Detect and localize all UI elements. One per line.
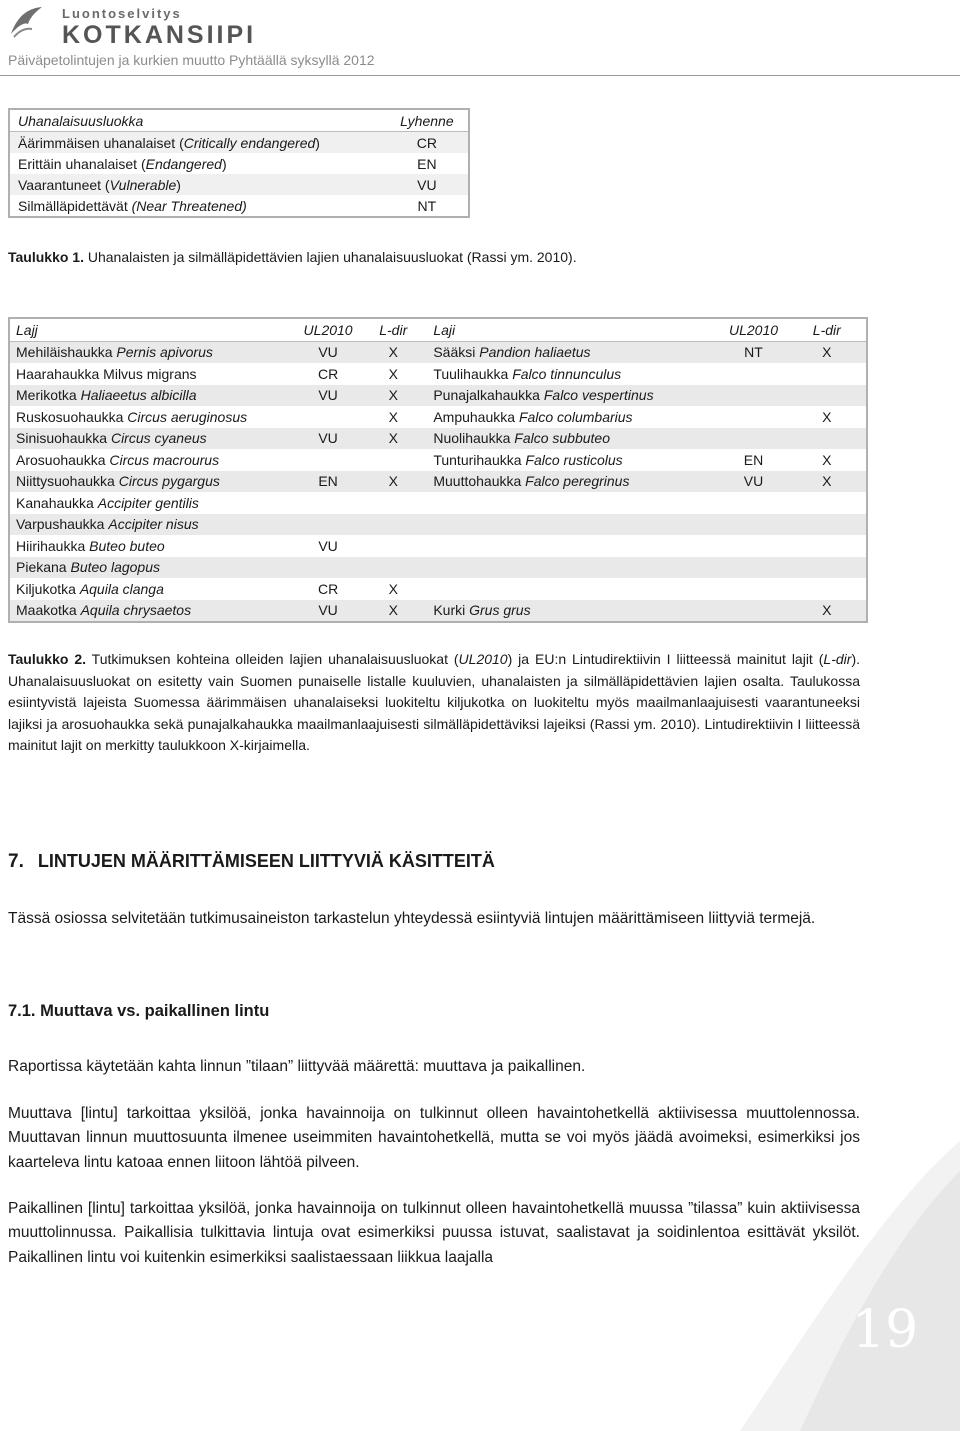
table-row: [9, 514, 867, 536]
ul2010-cell: [719, 557, 787, 579]
table-row: [9, 132, 469, 154]
species-cell: Kiljukotka Aquila clanga: [16, 580, 164, 597]
ldir-cell: [359, 535, 427, 557]
species-cell: Ruskosuohaukka Circus aeruginosus: [16, 408, 248, 425]
species-cell: Piekana Buteo lagopus: [9, 557, 297, 579]
table-row: [9, 492, 867, 514]
brand-tagline: Luontoselvitys: [62, 6, 182, 21]
table-row: [9, 195, 469, 217]
ldir-cell: X: [359, 341, 427, 363]
ul2010-cell: [719, 363, 787, 385]
ldir-cell: [788, 385, 867, 407]
species-cell: [427, 578, 719, 600]
ul2010-cell: NT: [719, 341, 787, 363]
paragraph: Paikallinen [lintu] tarkoittaa yksilöä, jonka havainnoija on tulkinnut olleen havaintohetkellä muussa ”tilassa” kuin aktiivisessa muuttolinnussa. Paikallisia tulkittavia lintuja ovat esimerkiksi puussa istuvat, saalistavat ja soidinlentoa esittävät yksilöt. Paikallinen lintu voi kuitenkin esimerkiksi saalistaessaan liikkua laajalla: [8, 1200, 860, 1266]
table-header-row: [9, 109, 469, 132]
species-cell: Sääksi Pandion haliaetus: [427, 341, 719, 363]
column-header: L-dir: [788, 318, 867, 341]
species-cell: Tunturihaukka Falco rusticolus: [433, 451, 623, 468]
ul2010-cell: [297, 514, 359, 536]
species-cell: Muuttohaukka Falco peregrinus: [427, 471, 719, 493]
ul2010-cell: [719, 578, 787, 600]
ldir-cell: X: [388, 408, 398, 425]
table-row: [9, 557, 867, 579]
section-heading: 7. LINTUJEN MÄÄRITTÄMISEEN LIITTYVIÄ KÄSITTEITÄ: [8, 851, 495, 872]
ldir-cell: [788, 535, 867, 557]
ul2010-cell: [719, 514, 787, 536]
document-header: [8, 4, 428, 68]
species-cell: Kanahaukka Accipiter gentilis: [16, 494, 199, 511]
ul2010-cell: [719, 406, 787, 428]
ul2010-cell: VU: [297, 428, 359, 450]
abbreviation-cell: NT: [417, 197, 437, 214]
column-header: Uhanalaisuusluokka: [9, 109, 386, 132]
species-cell: [427, 514, 719, 536]
paragraph: Raportissa käytetään kahta linnun ”tilaan” liittyvää määrettä: muuttava ja paikallinen.: [8, 1058, 586, 1075]
species-cell: Nuolihaukka Falco subbuteo: [427, 428, 719, 450]
species-cell: Maakotka Aquila chrysaetos: [9, 600, 297, 623]
species-cell: Sinisuohaukka Circus cyaneus: [9, 428, 297, 450]
ul2010-cell: [297, 406, 359, 428]
document-subtitle: Päiväpetolintujen ja kurkien muutto Pyhtäällä syksyllä 2012: [8, 52, 375, 68]
logo: [8, 4, 50, 40]
ul2010-cell: [719, 428, 787, 450]
species-cell: Hiirihaukka Buteo buteo: [16, 537, 165, 554]
table-row: [9, 385, 867, 407]
ul2010-cell: VU: [297, 385, 359, 407]
ul2010-cell: [297, 449, 359, 471]
ldir-cell: X: [788, 341, 867, 363]
ul2010-cell: [719, 600, 787, 623]
species-cell: Merikotka Haliaeetus albicilla: [9, 385, 297, 407]
species-cell: [427, 492, 719, 514]
abbreviation-cell: EN: [417, 155, 437, 172]
column-header: UL2010: [719, 318, 787, 341]
table-row: [9, 174, 469, 195]
ldir-cell: [359, 492, 427, 514]
table-row: [9, 449, 867, 471]
ul2010-cell: VU: [318, 537, 338, 554]
page-corner-decoration: [740, 1141, 960, 1431]
paragraph: Muuttava [lintu] tarkoittaa yksilöä, jonka havainnoija on tulkinnut olleen havaintohetkellä aktiivisessa muuttolennossa. Muuttavan linnun muuttosuunta ilmenee useimmiten havaintohetkellä, mutta se voi myös jäädä avoimeksi, esimerkiksi jos kaarteleva lintu katoaa ennen liitoon lähtöä pilveen.: [8, 1105, 860, 1171]
table-row: [9, 428, 867, 450]
ldir-cell: [359, 449, 427, 471]
table-row: [9, 578, 867, 600]
table-row: [9, 153, 469, 174]
subsection-heading: 7.1. Muuttava vs. paikallinen lintu: [8, 1002, 270, 1020]
species-cell: Haarahaukka Milvus migrans: [16, 365, 197, 382]
ldir-cell: X: [388, 365, 398, 382]
species-cell: Arosuohaukka Circus macrourus: [16, 451, 220, 468]
ldir-cell: [788, 514, 867, 536]
table-row: [9, 471, 867, 493]
category-cell: Äärimmäisen uhanalaiset (Critically endangered): [9, 132, 386, 154]
table-row: [9, 406, 867, 428]
ul2010-cell: [297, 557, 359, 579]
species-cell: [427, 557, 719, 579]
species-table: [8, 317, 868, 623]
ul2010-cell: [719, 385, 787, 407]
section-intro: Tässä osiossa selvitetään tutkimusaineiston tarkastelun yhteydessä esiintyviä lintujen määrittämiseen liittyviä termejä.: [8, 910, 816, 927]
category-cell: Erittäin uhanalaiset (Endangered): [18, 155, 227, 172]
category-cell: Silmälläpidettävät (Near Threatened): [18, 197, 247, 214]
ul2010-cell: VU: [297, 341, 359, 363]
category-cell: Vaarantuneet (Vulnerable): [9, 174, 386, 195]
header-divider: [0, 75, 960, 76]
ldir-cell: [359, 514, 427, 536]
table-row: [9, 600, 867, 623]
ldir-cell: X: [388, 580, 398, 597]
species-cell: Varpushaukka Accipiter nisus: [9, 514, 297, 536]
ul2010-cell: CR: [317, 580, 339, 597]
ldir-cell: X: [788, 600, 867, 623]
page-number: 19: [852, 1300, 919, 1360]
ul2010-cell: EN: [743, 451, 764, 468]
table-row: [9, 363, 867, 385]
ul2010-cell: CR: [317, 365, 339, 382]
abbreviation-cell: CR: [386, 132, 469, 154]
threat-category-table: [8, 108, 470, 218]
species-cell: Ampuhaukka Falco columbarius: [433, 408, 633, 425]
column-header: Lajj: [9, 318, 297, 341]
species-cell: Kurki Grus grus: [427, 600, 719, 623]
ldir-cell: [788, 363, 867, 385]
column-header: UL2010: [297, 318, 359, 341]
ldir-cell: X: [359, 385, 427, 407]
table-row: [9, 535, 867, 557]
ul2010-cell: [297, 492, 359, 514]
ldir-cell: X: [359, 600, 427, 623]
ul2010-cell: EN: [297, 471, 359, 493]
eagle-wing-logo-icon: [8, 4, 44, 40]
ldir-cell: [359, 557, 427, 579]
species-cell: Punajalkahaukka Falco vespertinus: [427, 385, 719, 407]
ldir-cell: [788, 578, 867, 600]
column-header: Laji: [427, 318, 719, 341]
species-cell: Mehiläishaukka Pernis apivorus: [9, 341, 297, 363]
table-row: [9, 341, 867, 363]
species-cell: [427, 535, 719, 557]
ldir-cell: [788, 492, 867, 514]
ldir-cell: X: [788, 471, 867, 493]
species-cell: Niittysuohaukka Circus pygargus: [9, 471, 297, 493]
ul2010-cell: [719, 492, 787, 514]
brand-name: KOTKANSIIPI: [62, 21, 257, 49]
ul2010-cell: [719, 535, 787, 557]
ldir-cell: [788, 557, 867, 579]
ldir-cell: X: [822, 408, 832, 425]
table1-caption: Taulukko 1. Uhanalaisten ja silmälläpidettävien lajien uhanalaisuusluokat (Rassi ym. 2010).: [8, 249, 577, 265]
abbreviation-cell: VU: [386, 174, 469, 195]
column-header: Lyhenne: [386, 109, 469, 132]
ldir-cell: X: [822, 451, 832, 468]
ldir-cell: [788, 428, 867, 450]
ul2010-cell: VU: [719, 471, 787, 493]
column-header: L-dir: [359, 318, 427, 341]
ldir-cell: X: [359, 471, 427, 493]
species-cell: Tuulihaukka Falco tinnunculus: [433, 365, 622, 382]
ul2010-cell: VU: [297, 600, 359, 623]
ldir-cell: X: [359, 428, 427, 450]
table-header-row: [9, 318, 867, 341]
table2-caption: Taulukko 2. Tutkimuksen kohteina olleiden lajien uhanalaisuusluokat (UL2010) ja EU:n Lintudirektiivin I liitteessä mainitut lajit (L-dir). Uhanalaisuusluokat on esitetty vain Suomen punaiselle listalle kuuluvien, uhanalaisten ja silmälläpidettävien lajien osalta. Taulukossa esiintyvistä lajeista Suomessa äärimmäisen uhanalaiseksi luokiteltu kiljukotka on luokiteltu myös maailmanlaajuisesti vaarantuneeksi lajiksi ja arosuohaukka sekä punajalkahaukka maailmanlaajuisesti silmälläpidettäviksi lajeiksi (Rassi ym. 2010). Lintudirektiivin I liitteessä mainitut lajit on merkitty taulukkoon X-kirjaimella.: [8, 651, 860, 753]
